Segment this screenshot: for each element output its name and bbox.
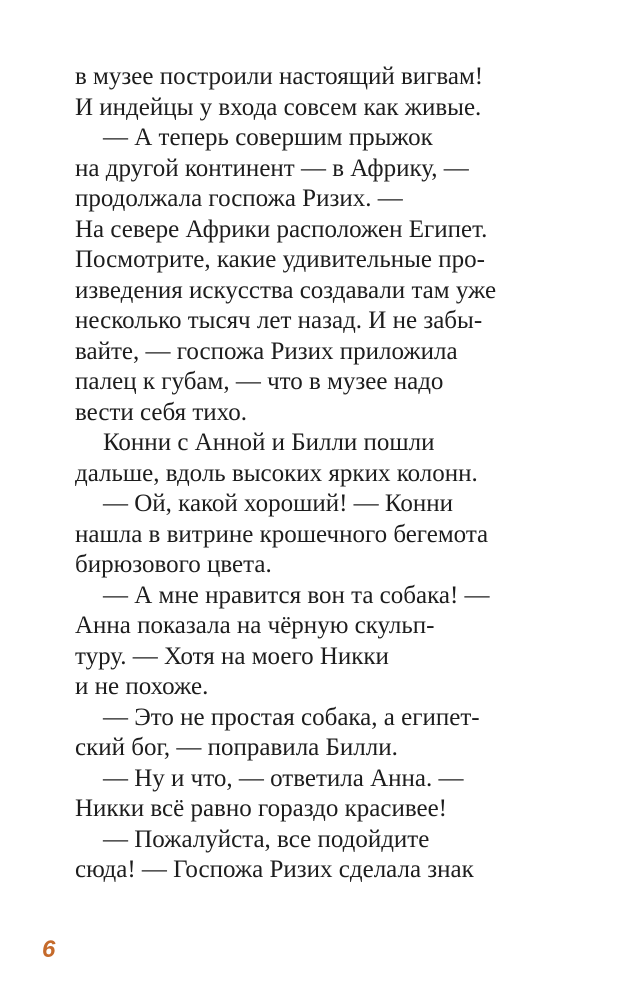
text-line: — А мне нравится вон та собака! —: [103, 581, 490, 609]
text-line: Никки всё равно гораздо красивее!: [75, 795, 447, 822]
text-line: вайте, — госпожа Ризих приложила: [75, 337, 458, 365]
text-line: вести себя тихо.: [75, 398, 247, 426]
text-line: Посмотрите, какие удивительные про-: [75, 246, 485, 273]
page-number: 6: [42, 936, 56, 963]
text-line: продолжала госпожа Ризих. —: [75, 185, 403, 212]
text-line: Анна показала на чёрную скульп-: [75, 612, 435, 639]
text-line: палец к губам, — что в музее надо: [75, 368, 444, 395]
text-line: И индейцы у входа совсем как живые.: [75, 93, 482, 121]
text-line: в музее построили настоящий вигвам!: [75, 63, 484, 90]
text-line: — Ой, какой хороший! — Конни: [103, 490, 453, 517]
text-line: изведения искусства создавали там уже: [75, 276, 497, 304]
text-line: сюда! — Госпожа Ризих сделала знак: [75, 856, 474, 883]
text-line: — Ну и что, — ответила Анна. —: [103, 764, 464, 792]
text-line: Конни с Анной и Билли пошли: [103, 429, 435, 456]
text-line: дальше, вдоль высоких ярких колонн.: [75, 459, 478, 487]
text-line: и не похоже.: [75, 673, 209, 700]
text-line: на другой континент — в Африку, —: [75, 154, 469, 182]
text-line: нашла в витрине крошечного бегемота: [75, 520, 489, 548]
text-line: несколько тысяч лет назад. И не забы-: [75, 307, 483, 334]
text-line: — Это не простая собака, а египет-: [103, 703, 480, 731]
text-line: На севере Африки расположен Египет.: [75, 215, 488, 243]
text-line: ский бог, — поправила Билли.: [75, 734, 398, 761]
text-line: — Пожалуйста, все подойдите: [103, 825, 430, 853]
text-line: туру. — Хотя на моего Никки: [75, 642, 389, 670]
text-line: — А теперь совершим прыжок: [103, 124, 433, 151]
text-line: бирюзового цвета.: [75, 551, 272, 578]
body-text: [75, 62, 555, 886]
